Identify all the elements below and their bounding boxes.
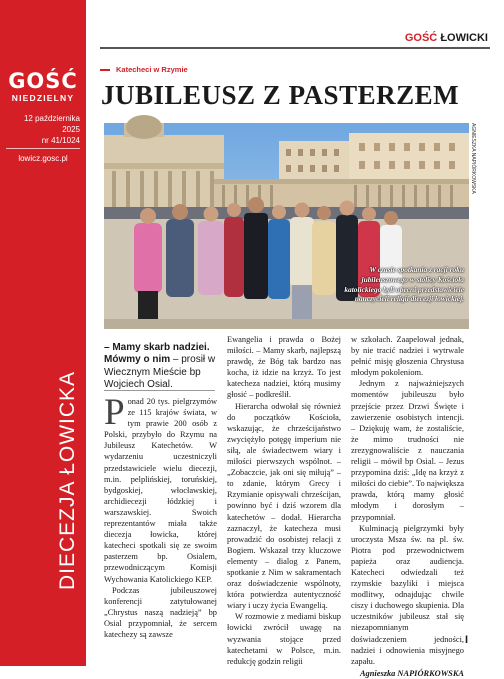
drop-cap: P: [104, 392, 125, 433]
article-column-3: [351, 334, 464, 679]
edition-brand: [405, 32, 488, 44]
author-signature: Agnieszka NAPIÓRKOWSKA: [359, 668, 464, 678]
brand-lowicki: ŁOWICKI: [440, 32, 488, 44]
paragraph: W rozmowie z mediami biskup łowicki zwrócił uwagę na wyzwania stojące przed katechetami w Polsce, m.in. redukcję godzin religii: [227, 612, 341, 666]
paragraph: Podczas jubileuszowej konferencji zatytułowanej „Chrystus naszą nadzieją” bp Osial przypomniał, że sercem katechezy są zawsze: [104, 585, 217, 639]
website-link[interactable]: lowicz.gosc.pl: [18, 154, 68, 163]
paragraph: Kulminacją pielgrzymki były uroczysta Msza św. na pl. św. Piotra pod przewodnictwem papieża oraz audiencja. Katecheci odwiedzali też rzymskie bazyliki i miejsca modlitwy, odnajdując chwile ciszy i duchowego skupienia. Dla uczestników jubileusz stał się niezapomnianym doświadczeniem jedności, nadziei i odnowienia misyjnego zapału.: [351, 523, 464, 666]
header-rule: [100, 47, 490, 49]
section-title-vertical: DIECEZJA ŁOWICKA: [56, 370, 79, 590]
lead-separator: [104, 390, 215, 391]
page-number: I: [464, 634, 468, 646]
sidebar: [0, 0, 86, 666]
article-column-2: [227, 334, 341, 667]
kicker-text: Katecheci w Rzymie: [116, 65, 188, 74]
lead-quote: – Mamy skarb nadziei. Mówmy o nim: [104, 342, 210, 366]
paragraph: Ewangelia i prawda o Bożej miłości. – Mamy skarb, najlepszą prawdę, że Bóg tak bardzo nas kocha, iż idzie na krzyż. To jest katecheza nadziei, którą musimy głosić – podkreślił.: [227, 335, 341, 400]
paragraph: Hierarcha odwołał się również do początków Kościoła, wskazując, że chrześcijaństwo zwyciężyło potęgę imperium nie siłą, ale świadectwem wiary i miłości pierwszych wspólnot. – „Zobaczcie, jak oni się miłują” – to zdanie, którym Grecy i Rzymianie opisywali chrześcijan, powinno być i dziś wzorem dla katechetów – dodał. Hierarcha zaznaczył, że katecheza musi prowadzić do osobistej relacji z Bogiem. Wskazał trzy kluczowe elementy – dialog z Panem, spotkanie z Nim w sakramentach oraz doświadczenie wspólnoty, która potwierdza autentyczność wiary i uczy życia Ewangelią.: [227, 401, 341, 611]
kicker-bar: [100, 69, 110, 71]
article-column-1: [104, 392, 217, 640]
photo-caption: W czasie spotkania z racji roku jubileuszowego w stolicy Kościoła katolickiego byli obecni przedstawiciele nauczycieli religii diecezji łowickiej.: [344, 265, 464, 304]
logo-text: GOŚĆ: [8, 69, 78, 93]
paragraph: Jednym z najważniejszych momentów jubileuszu było przejście przez Drzwi Święte i zawierzenie osobistych intencji. – Dziękuję wam, że zostaliście, że mimo trudności nie zrezygnowaliście z nauczania religii – mówił bp Osial. – Jezus przypomina dziś: „Idę na krzyż z miłości do ciebie”. To największa prawda, którą mamy głosić młodym i dorosłym – przypomniał.: [351, 379, 464, 522]
photo-credit: [468, 123, 476, 329]
sidebar-divider: [6, 148, 80, 149]
section-kicker: [100, 65, 188, 74]
issue-date: 12 października: [23, 114, 80, 123]
article-lead: [104, 342, 219, 392]
paragraph: Ponad 20 tys. pielgrzymów ze 115 krajów świata, w tym prawie 200 osób z Polski, przybyło do Rzymu na Jubileusz Katechetów. W wydarzeniu uczestniczyli przedstawiciele wielu diecezji, m.in. pelplińskiej, toruńskiej, bydgoskiej, włocławskiej, archidiecezji łódzkiej i warszawskiej. Swoich reprezentantów miała także diecezja łowicka, której katecheci spotkali się ze swoim pasterzem bp. Osialem, przewodniczącym Komisji Wychowania Katolickiego KEP.: [104, 392, 217, 584]
paragraph: w szkołach. Zaapelował jednak, by nie tracić nadziei i wytrwale pełnić misję głoszenia Chrystusa młodym pokoleniom.: [351, 335, 464, 378]
article-headline: JUBILEUSZ Z PASTERZEM: [101, 80, 460, 110]
issue-info: [24, 113, 80, 146]
photo-credit-text: AGNIESZKA NAPIÓRKOWSKA: [470, 123, 476, 194]
masthead-logo: [0, 70, 86, 103]
issue-number: nr 41/1024: [41, 136, 80, 145]
brand-gosc: GOŚĆ: [404, 32, 438, 44]
issue-year: 2025: [62, 125, 80, 134]
logo-subtitle: NIEDZIELNY: [11, 93, 75, 103]
lead-rest: – prosił w Wiecznym Mieście bp Wojciech Osial.: [104, 354, 216, 391]
